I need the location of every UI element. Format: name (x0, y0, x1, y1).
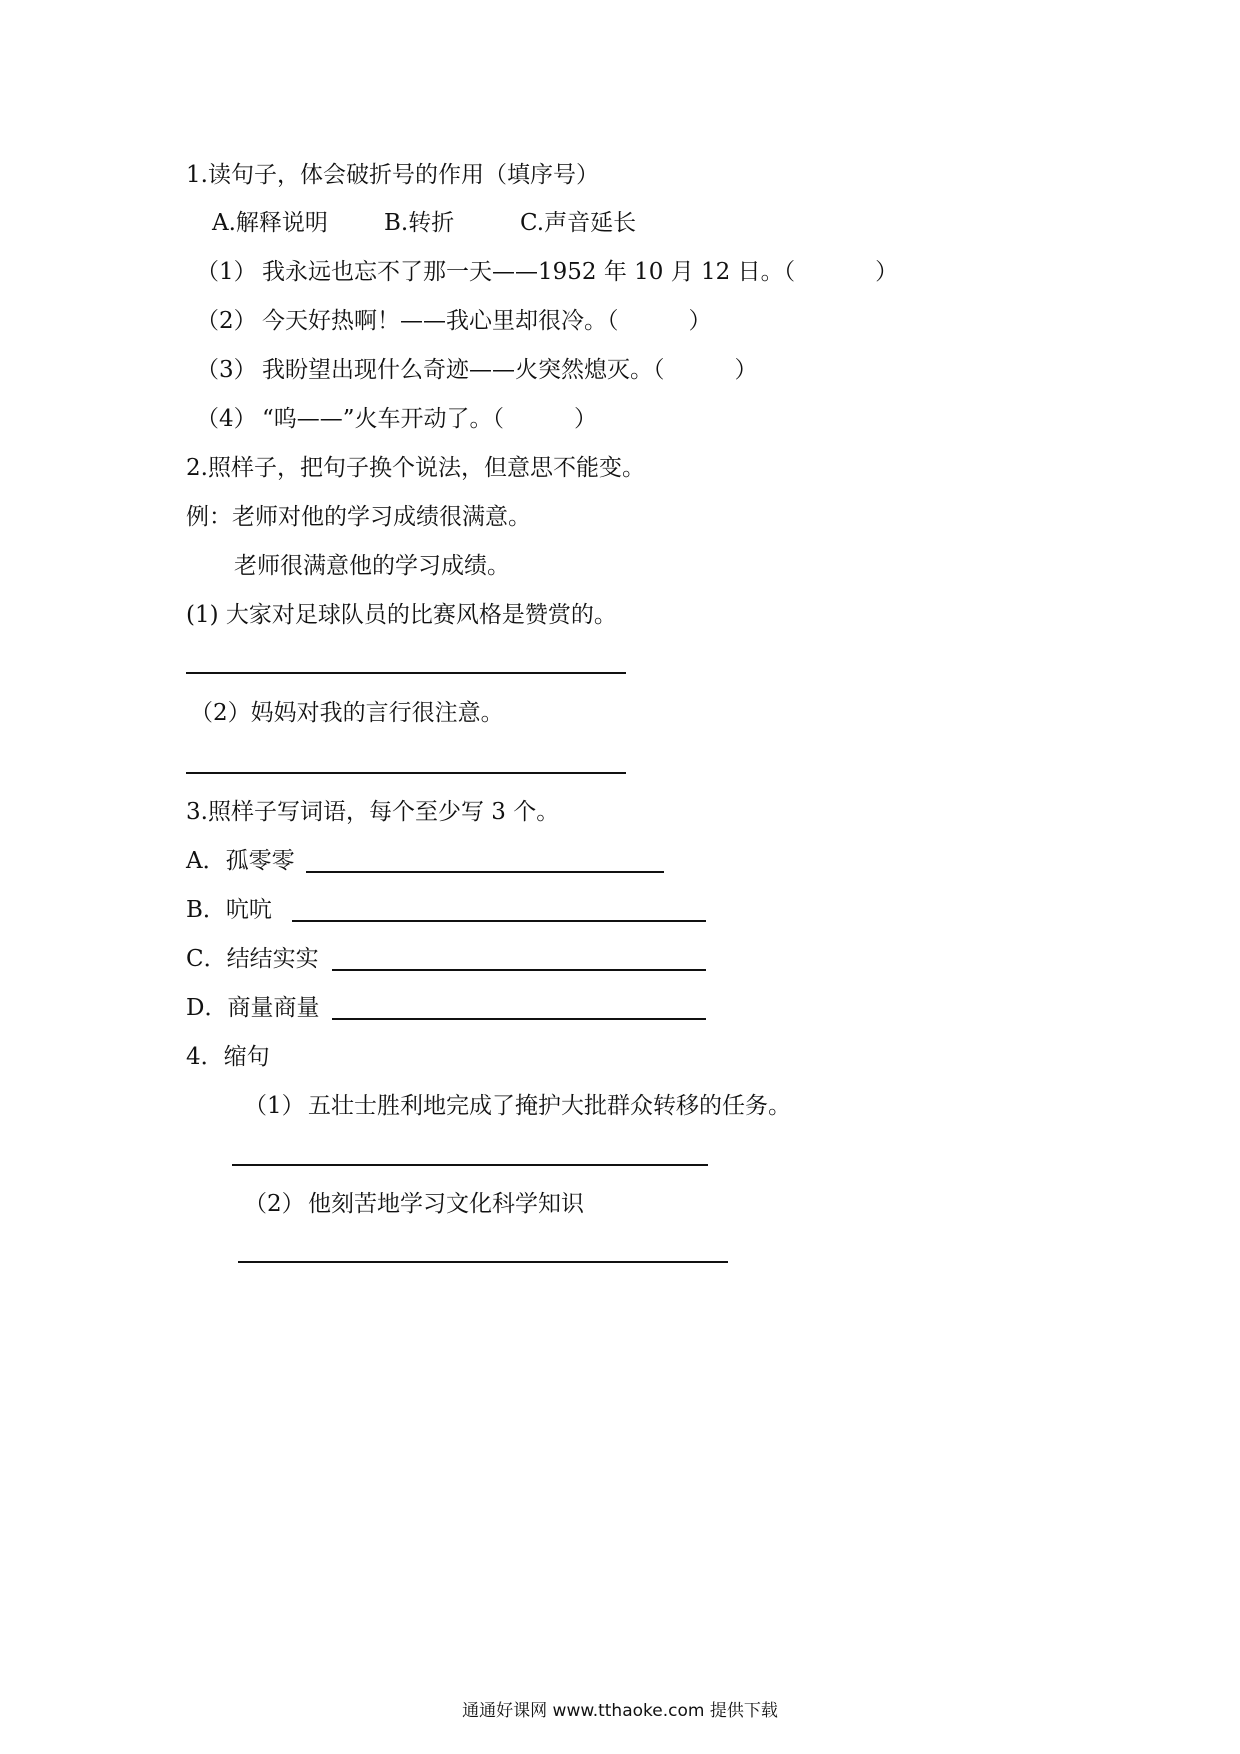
q1-item-2-num: （2） (196, 308, 257, 334)
q4-item-1-text: 五壮士胜利地完成了掩护大批群众转移的任务。 (308, 1093, 791, 1119)
q4-item-1-num: （1） (244, 1093, 305, 1119)
q3-item-b-answer-line[interactable] (292, 920, 706, 922)
q4-item-1-answer-line[interactable] (232, 1164, 708, 1166)
q1-item-4 (196, 404, 597, 434)
q1-item-3-text: 我盼望出现什么奇迹——火突然熄灭。（ (262, 357, 665, 383)
q1-item-3-close: ） (734, 357, 758, 383)
q4-title: 4．缩句 (186, 1044, 270, 1070)
q3-title: 3.照样子写词语，每个至少写 3 个。 (186, 799, 560, 825)
q1-item-3-num: （3） (196, 357, 257, 383)
q4-item-2-text: 他刻苦地学习文化科学知识 (308, 1191, 584, 1217)
q2-item-2-answer-line[interactable] (186, 772, 626, 774)
q4-item-2 (244, 1189, 584, 1219)
q1-title: 1.读句子，体会破折号的作用（填序号） (186, 162, 599, 188)
q3-item-a-answer-line[interactable] (306, 871, 664, 873)
q1-item-3 (196, 355, 758, 385)
q3-item-c-answer-line[interactable] (332, 969, 706, 971)
q2-item-1: (1) 大家对足球队员的比赛风格是赞赏的。 (186, 602, 617, 628)
q1-item-4-text: “呜——”火车开动了。（ (262, 406, 505, 432)
page-footer: 通通好课网 www.tthaoke.com 提供下载 (462, 1701, 778, 1721)
q3-item-b: B．吭吭 (186, 897, 272, 923)
q4-item-2-answer-line[interactable] (238, 1261, 728, 1263)
q1-item-4-num: （4） (196, 406, 257, 432)
q2-item-2: （2）妈妈对我的言行很注意。 (190, 700, 504, 726)
q2-item-1-answer-line[interactable] (186, 672, 626, 674)
q2-example-1: 例：老师对他的学习成绩很满意。 (186, 504, 531, 530)
q3-item-d: D．商量商量 (186, 995, 320, 1021)
q2-example-2: 老师很满意他的学习成绩。 (234, 553, 510, 579)
q3-item-c: C．结结实实 (186, 946, 319, 972)
q1-option-b: B.转折 (384, 210, 455, 236)
q4-item-2-num: （2） (244, 1191, 305, 1217)
q1-item-2-text: 今天好热啊！——我心里却很冷。（ (262, 308, 619, 334)
q2-title: 2.照样子，把句子换个说法，但意思不能变。 (186, 455, 645, 481)
q1-item-1 (196, 257, 898, 287)
q1-item-1-num: （1） (196, 259, 257, 285)
q1-options (212, 208, 636, 238)
q1-item-1-text: 我永远也忘不了那一天——1952 年 10 月 12 日。（ (262, 259, 796, 285)
q4-item-1 (244, 1091, 791, 1121)
q1-option-c: C.声音延长 (520, 210, 637, 236)
q1-option-a: A.解释说明 (212, 210, 328, 236)
q1-item-1-close: ） (875, 259, 899, 285)
q3-item-d-answer-line[interactable] (332, 1018, 706, 1020)
q1-item-2 (196, 306, 712, 336)
q1-item-2-close: ） (688, 308, 712, 334)
q1-item-4-close: ） (574, 406, 598, 432)
q3-item-a: A．孤零零 (186, 848, 295, 874)
